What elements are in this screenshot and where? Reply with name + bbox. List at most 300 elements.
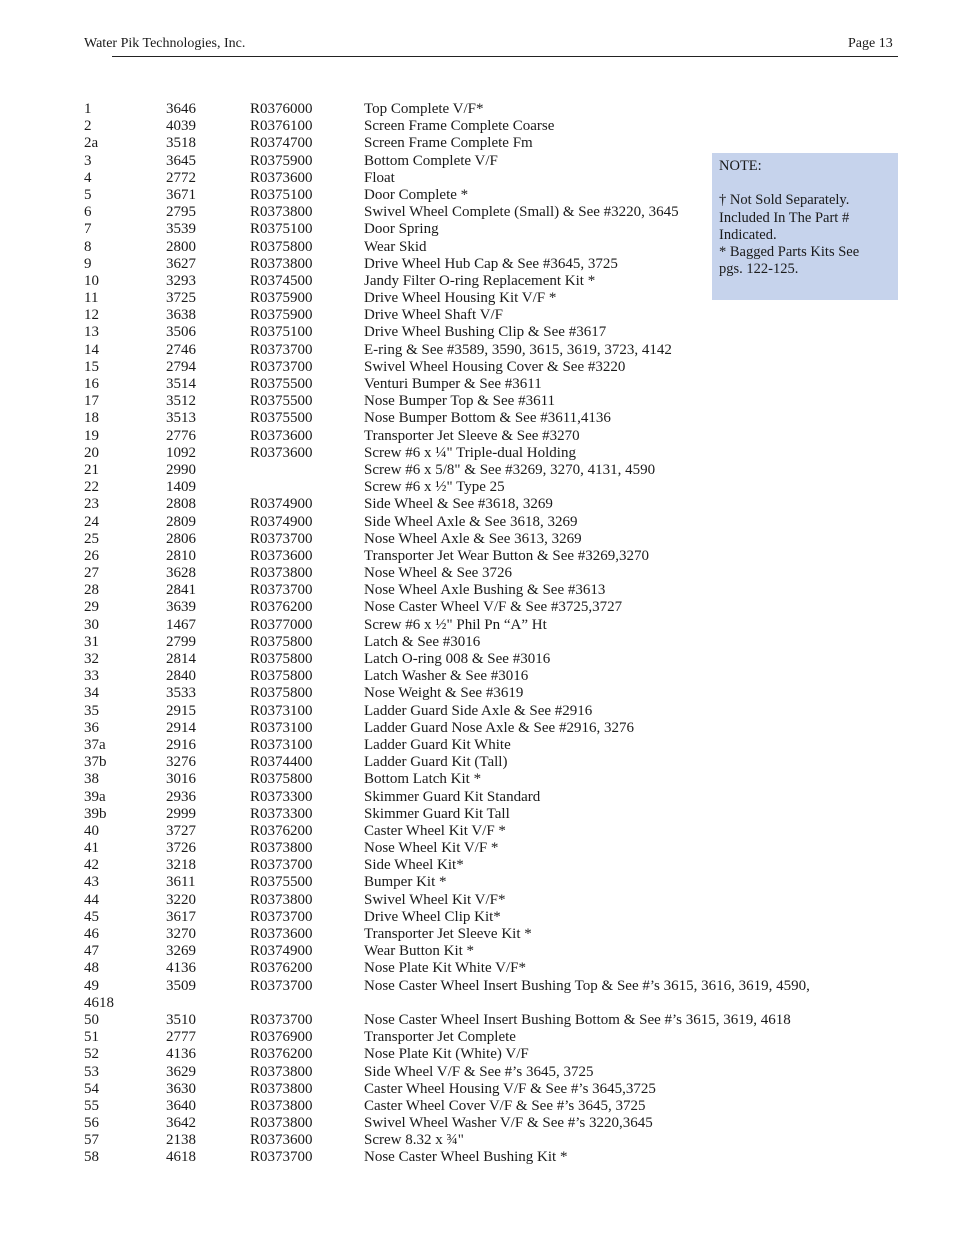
reference-number: R0374500 — [250, 272, 313, 289]
item-number: 22 — [84, 479, 99, 496]
part-number: 3638 — [166, 307, 196, 324]
part-number: 3646 — [166, 101, 196, 117]
note-line: pgs. 122-125. — [719, 261, 799, 278]
part-number: 2809 — [166, 513, 196, 530]
part-number: 3512 — [166, 393, 196, 410]
header-divider — [112, 56, 898, 57]
description: Drive Wheel Shaft V/F — [364, 307, 504, 324]
reference-number: R0373700 — [250, 582, 313, 599]
parts-row — [84, 1029, 884, 1046]
description: Bumper Kit * — [364, 874, 447, 891]
part-number: 2795 — [166, 204, 196, 221]
description: Drive Wheel Clip Kit* — [364, 908, 501, 925]
parts-row — [84, 204, 884, 221]
description: Wear Skid — [364, 238, 427, 255]
reference-number: R0375800 — [250, 685, 313, 702]
item-number: 4618 — [84, 994, 114, 1011]
part-number: 3640 — [166, 1097, 196, 1114]
reference-number: R0375800 — [250, 238, 313, 255]
part-number: 3509 — [166, 977, 196, 994]
item-number: 31 — [84, 633, 99, 650]
item-number: 55 — [84, 1097, 99, 1114]
parts-row — [84, 703, 884, 720]
parts-row — [84, 960, 884, 977]
parts-row — [84, 634, 884, 651]
description: Nose Caster Wheel Insert Bushing Bottom & See #’s 3615, 3619, 4618 — [364, 1011, 791, 1028]
item-number: 9 — [84, 255, 92, 272]
parts-row — [84, 771, 884, 788]
reference-number: R0373700 — [250, 977, 313, 994]
part-number: 3611 — [166, 874, 196, 891]
part-number: 3513 — [166, 410, 196, 427]
parts-row — [84, 737, 884, 754]
reference-number: R0374900 — [250, 513, 313, 530]
description: Skimmer Guard Kit Tall — [364, 805, 510, 822]
description: Transporter Jet Complete — [364, 1029, 516, 1046]
part-number: 3671 — [166, 186, 196, 203]
description: Top Complete V/F* — [364, 101, 484, 117]
reference-number: R0373800 — [250, 565, 313, 582]
note-line: Indicated. — [719, 226, 777, 243]
part-number: 4136 — [166, 1046, 196, 1063]
item-number: 33 — [84, 668, 99, 685]
part-number: 3725 — [166, 290, 196, 307]
part-number: 3293 — [166, 272, 196, 289]
part-number: 2777 — [166, 1029, 196, 1046]
description: E-ring & See #3589, 3590, 3615, 3619, 3723, 4142 — [364, 341, 672, 358]
reference-number: R0376200 — [250, 599, 313, 616]
reference-number: R0375800 — [250, 651, 313, 667]
description: Screw #6 x 5/8" & See #3269, 3270, 4131, 4590 — [364, 461, 656, 478]
reference-number: R0376100 — [250, 118, 313, 135]
description: Side Wheel V/F & See #’s 3645, 3725 — [364, 1063, 594, 1080]
item-number: 17 — [84, 393, 99, 410]
reference-number: R0373800 — [250, 1115, 313, 1132]
description: Transporter Jet Sleeve Kit * — [364, 926, 532, 942]
part-number: 2999 — [166, 805, 196, 822]
item-number: 50 — [84, 1011, 99, 1028]
parts-row — [84, 617, 884, 634]
parts-row — [84, 170, 884, 187]
note-line: * Bagged Parts Kits See — [719, 244, 860, 260]
description: Nose Bumper Bottom & See #3611,4136 — [364, 410, 611, 427]
part-number: 2840 — [166, 668, 196, 685]
part-number: 2808 — [166, 496, 196, 513]
item-number: 10 — [84, 272, 99, 289]
part-number: 3276 — [166, 754, 196, 771]
description: Nose Bumper Top & See #3611 — [364, 393, 556, 410]
parts-row — [84, 1115, 884, 1132]
item-number: 29 — [84, 599, 99, 616]
parts-row — [84, 359, 884, 376]
part-number: 3506 — [166, 324, 196, 341]
parts-row — [84, 1132, 884, 1149]
description: Ladder Guard Side Axle & See #2916 — [364, 702, 593, 719]
description: Side Wheel Kit* — [364, 857, 464, 874]
part-number: 2915 — [166, 702, 196, 719]
description: Screen Frame Complete Coarse — [364, 118, 555, 135]
parts-row — [84, 410, 884, 427]
reference-number: R0375500 — [250, 376, 313, 392]
item-number: 11 — [84, 290, 99, 307]
description: Skimmer Guard Kit Standard — [364, 788, 541, 805]
reference-number: R0373100 — [250, 736, 313, 753]
reference-number: R0373600 — [250, 169, 313, 186]
item-number: 56 — [84, 1115, 99, 1132]
item-number: 30 — [84, 616, 99, 633]
parts-row — [84, 754, 884, 771]
item-number: 24 — [84, 513, 99, 530]
note-line: Included In The Part # — [719, 209, 850, 226]
reference-number: R0373700 — [250, 1149, 313, 1166]
reference-number: R0373100 — [250, 702, 313, 719]
description: Nose Wheel & See 3726 — [364, 565, 513, 582]
reference-number: R0376200 — [250, 960, 313, 977]
description: Screw #6 x ½" Phil Pn “A” Ht — [364, 616, 547, 633]
item-number: 4 — [84, 169, 92, 186]
description: Nose Wheel Axle & See 3613, 3269 — [364, 530, 582, 547]
reference-number: R0375800 — [250, 771, 313, 788]
parts-row — [84, 462, 884, 479]
description: Swivel Wheel Kit V/F* — [364, 891, 506, 908]
parts-row — [84, 101, 884, 118]
reference-number: R0374900 — [250, 943, 313, 960]
reference-number: R0375100 — [250, 186, 313, 203]
part-number: 3645 — [166, 152, 196, 169]
reference-number: R0373700 — [250, 908, 313, 925]
reference-number: R0373600 — [250, 444, 313, 461]
description: Drive Wheel Hub Cap & See #3645, 3725 — [364, 255, 618, 272]
item-number: 6 — [84, 204, 92, 221]
description: Drive Wheel Housing Kit V/F * — [364, 290, 557, 307]
item-number: 35 — [84, 702, 99, 719]
description: Swivel Wheel Complete (Small) & See #3220, 3645 — [364, 204, 679, 221]
reference-number: R0376200 — [250, 822, 313, 839]
reference-number: R0376200 — [250, 1046, 313, 1063]
parts-row — [84, 651, 884, 668]
part-number: 2841 — [166, 582, 196, 599]
reference-number: R0373300 — [250, 788, 313, 805]
part-number: 2794 — [166, 358, 196, 375]
part-number: 3269 — [166, 943, 196, 960]
parts-row — [84, 857, 884, 874]
part-number: 2772 — [166, 169, 196, 186]
description: Screw 8.32 x ¾" — [364, 1132, 464, 1149]
reference-number: R0377000 — [250, 616, 313, 633]
part-number: 2990 — [166, 461, 196, 478]
parts-row — [84, 428, 884, 445]
item-number: 39a — [84, 788, 106, 805]
description: Bottom Latch Kit * — [364, 771, 482, 788]
parts-row — [84, 1046, 884, 1063]
note-line: NOTE: — [719, 158, 762, 174]
reference-number: R0375800 — [250, 668, 313, 685]
part-number: 3629 — [166, 1063, 196, 1080]
parts-row — [84, 840, 884, 857]
reference-number: R0373700 — [250, 530, 313, 547]
part-number: 3270 — [166, 926, 196, 942]
reference-number: R0373300 — [250, 805, 313, 822]
parts-row — [84, 496, 884, 513]
item-number: 46 — [84, 926, 99, 942]
part-number: 2800 — [166, 238, 196, 255]
parts-row — [84, 909, 884, 926]
description: Wear Button Kit * — [364, 943, 475, 960]
description: Latch & See #3016 — [364, 633, 481, 650]
reference-number: R0373700 — [250, 341, 313, 358]
parts-row — [84, 582, 884, 599]
parts-row — [84, 720, 884, 737]
item-number: 14 — [84, 341, 99, 358]
item-number: 47 — [84, 943, 99, 960]
parts-row — [84, 135, 884, 152]
parts-row — [84, 376, 884, 393]
reference-number: R0376900 — [250, 1029, 313, 1046]
item-number: 3 — [84, 152, 92, 169]
item-number: 52 — [84, 1046, 99, 1063]
item-number: 32 — [84, 651, 99, 667]
item-number: 40 — [84, 822, 99, 839]
part-number: 3539 — [166, 221, 196, 238]
description: Jandy Filter O-ring Replacement Kit * — [364, 272, 596, 289]
reference-number: R0374900 — [250, 496, 313, 513]
item-number: 20 — [84, 444, 99, 461]
parts-list — [84, 101, 884, 1167]
reference-number: R0373700 — [250, 358, 313, 375]
part-number: 2799 — [166, 633, 196, 650]
item-number: 2a — [84, 135, 99, 152]
description: Bottom Complete V/F — [364, 152, 498, 169]
parts-row — [84, 187, 884, 204]
description: Caster Wheel Cover V/F & See #’s 3645, 3725 — [364, 1097, 646, 1114]
parts-row — [84, 599, 884, 616]
description: Screw #6 x ½" Type 25 — [364, 479, 505, 496]
reference-number: R0375900 — [250, 290, 313, 307]
reference-number: R0375900 — [250, 307, 313, 324]
parts-row — [84, 548, 884, 565]
part-number: 3016 — [166, 771, 196, 788]
item-number: 7 — [84, 221, 92, 238]
description: Latch O-ring 008 & See #3016 — [364, 651, 551, 667]
parts-row — [84, 926, 884, 943]
parts-row — [84, 1149, 884, 1166]
part-number: 4136 — [166, 960, 196, 977]
description: Door Complete * — [364, 186, 469, 203]
part-number: 3628 — [166, 565, 196, 582]
part-number: 3218 — [166, 857, 196, 874]
parts-row — [84, 445, 884, 462]
reference-number: R0373600 — [250, 547, 313, 564]
item-number: 37b — [84, 754, 107, 771]
parts-row — [84, 1064, 884, 1081]
reference-number: R0373800 — [250, 255, 313, 272]
description: Drive Wheel Bushing Clip & See #3617 — [364, 324, 607, 341]
part-number: 3642 — [166, 1115, 196, 1132]
part-number: 3630 — [166, 1080, 196, 1097]
reference-number: R0373100 — [250, 719, 313, 736]
description: Float — [364, 169, 395, 186]
description: Nose Caster Wheel Bushing Kit * — [364, 1149, 568, 1166]
item-number: 27 — [84, 565, 99, 582]
item-number: 57 — [84, 1132, 99, 1149]
reference-number: R0375500 — [250, 393, 313, 410]
parts-row — [84, 324, 884, 341]
parts-row — [84, 531, 884, 548]
reference-number: R0375900 — [250, 152, 313, 169]
parts-row — [84, 978, 884, 995]
part-number: 3514 — [166, 376, 196, 392]
item-number: 18 — [84, 410, 99, 427]
item-number: 39b — [84, 805, 107, 822]
parts-row — [84, 393, 884, 410]
part-number: 3617 — [166, 908, 196, 925]
item-number: 34 — [84, 685, 99, 702]
description: Door Spring — [364, 221, 439, 238]
item-number: 38 — [84, 771, 99, 788]
description: Nose Wheel Axle Bushing & See #3613 — [364, 582, 606, 599]
reference-number: R0373600 — [250, 427, 313, 444]
parts-row — [84, 685, 884, 702]
part-number: 2138 — [166, 1132, 196, 1149]
note-line: † Not Sold Separately. — [719, 192, 850, 209]
part-number: 2916 — [166, 736, 196, 753]
item-number: 28 — [84, 582, 99, 599]
part-number: 1092 — [166, 444, 196, 461]
item-number: 8 — [84, 238, 92, 255]
item-number: 53 — [84, 1063, 99, 1080]
item-number: 49 — [84, 977, 99, 994]
part-number: 3518 — [166, 135, 196, 152]
reference-number: R0376000 — [250, 101, 313, 117]
reference-number: R0373800 — [250, 1080, 313, 1097]
description: Latch Washer & See #3016 — [364, 668, 529, 685]
item-number: 16 — [84, 376, 99, 392]
reference-number: R0373700 — [250, 1011, 313, 1028]
page-number: Page 13 — [848, 36, 893, 51]
parts-row — [84, 823, 884, 840]
description: Screen Frame Complete Fm — [364, 135, 533, 152]
parts-row — [84, 273, 884, 290]
item-number: 54 — [84, 1080, 99, 1097]
description: Caster Wheel Kit V/F * — [364, 822, 506, 839]
item-number: 37a — [84, 736, 106, 753]
item-number: 42 — [84, 857, 99, 874]
item-number: 21 — [84, 461, 99, 478]
parts-row — [84, 290, 884, 307]
reference-number: R0373700 — [250, 857, 313, 874]
reference-number: R0375500 — [250, 410, 313, 427]
parts-row — [84, 514, 884, 531]
item-number: 12 — [84, 307, 99, 324]
part-number: 1467 — [166, 616, 196, 633]
description: Side Wheel Axle & See 3618, 3269 — [364, 513, 578, 530]
item-number: 5 — [84, 186, 92, 203]
item-number: 2 — [84, 118, 92, 135]
parts-row — [84, 479, 884, 496]
part-number: 3727 — [166, 822, 196, 839]
item-number: 45 — [84, 908, 99, 925]
part-number: 3533 — [166, 685, 196, 702]
description: Nose Caster Wheel Insert Bushing Top & See #’s 3615, 3616, 3619, 4590, — [364, 977, 810, 994]
part-number: 3220 — [166, 891, 196, 908]
part-number: 2776 — [166, 427, 196, 444]
item-number: 44 — [84, 891, 99, 908]
reference-number: R0373800 — [250, 1063, 313, 1080]
parts-row — [84, 118, 884, 135]
item-number: 36 — [84, 719, 99, 736]
part-number: 2936 — [166, 788, 196, 805]
description: Ladder Guard Kit White — [364, 736, 511, 753]
reference-number: R0373600 — [250, 926, 313, 942]
description: Swivel Wheel Housing Cover & See #3220 — [364, 358, 626, 375]
description: Nose Wheel Kit V/F * — [364, 840, 499, 857]
description: Venturi Bumper & See #3611 — [364, 376, 542, 392]
reference-number: R0374400 — [250, 754, 313, 771]
parts-row — [84, 943, 884, 960]
part-number: 3639 — [166, 599, 196, 616]
parts-row — [84, 1098, 884, 1115]
parts-row — [84, 307, 884, 324]
item-number: 26 — [84, 547, 99, 564]
reference-number: R0375100 — [250, 221, 313, 238]
part-number: 1409 — [166, 479, 196, 496]
part-number: 2810 — [166, 547, 196, 564]
item-number: 58 — [84, 1149, 99, 1166]
description: Nose Plate Kit White V/F* — [364, 960, 526, 977]
description: Nose Caster Wheel V/F & See #3725,3727 — [364, 599, 623, 616]
reference-number: R0374700 — [250, 135, 313, 152]
part-number: 4618 — [166, 1149, 196, 1166]
item-number: 48 — [84, 960, 99, 977]
parts-row — [84, 892, 884, 909]
parts-row — [84, 789, 884, 806]
item-number: 23 — [84, 496, 99, 513]
part-number: 4039 — [166, 118, 196, 135]
description: Transporter Jet Wear Button & See #3269,3270 — [364, 547, 650, 564]
reference-number: R0375800 — [250, 633, 313, 650]
parts-row — [84, 995, 884, 1012]
parts-row — [84, 668, 884, 685]
description: Swivel Wheel Washer V/F & See #’s 3220,3645 — [364, 1115, 653, 1132]
parts-row — [84, 874, 884, 891]
item-number: 41 — [84, 840, 99, 857]
description: Caster Wheel Housing V/F & See #’s 3645,3725 — [364, 1080, 656, 1097]
description: Side Wheel & See #3618, 3269 — [364, 496, 553, 513]
description: Ladder Guard Nose Axle & See #2916, 3276 — [364, 719, 634, 736]
part-number: 3627 — [166, 255, 196, 272]
item-number: 43 — [84, 874, 99, 891]
parts-row — [84, 1012, 884, 1029]
part-number: 2806 — [166, 530, 196, 547]
reference-number: R0373600 — [250, 1132, 313, 1149]
item-number: 25 — [84, 530, 99, 547]
reference-number: R0375500 — [250, 874, 313, 891]
item-number: 51 — [84, 1029, 99, 1046]
description: Screw #6 x ¼" Triple-dual Holding — [364, 444, 576, 461]
item-number: 19 — [84, 427, 99, 444]
company-name: Water Pik Technologies, Inc. — [84, 36, 246, 51]
description: Transporter Jet Sleeve & See #3270 — [364, 427, 580, 444]
item-number: 13 — [84, 324, 99, 341]
description: Ladder Guard Kit (Tall) — [364, 754, 508, 771]
description: Nose Weight & See #3619 — [364, 685, 524, 702]
reference-number: R0375100 — [250, 324, 313, 341]
item-number: 15 — [84, 358, 99, 375]
reference-number: R0373800 — [250, 891, 313, 908]
parts-row — [84, 342, 884, 359]
reference-number: R0373800 — [250, 840, 313, 857]
parts-row — [84, 239, 884, 256]
